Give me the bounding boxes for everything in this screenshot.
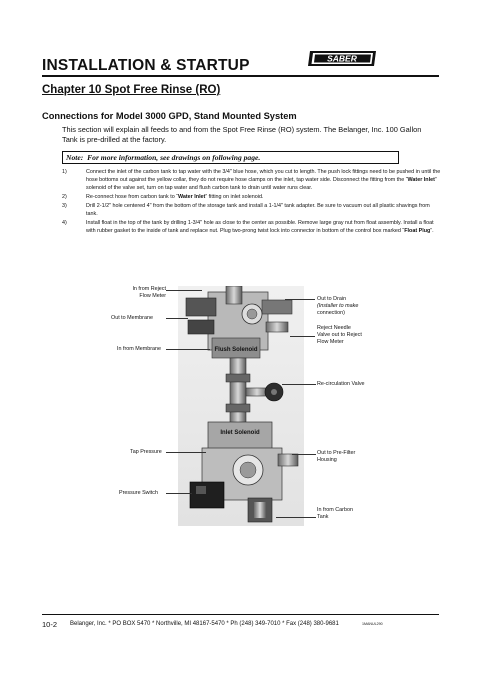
leader-line (166, 349, 210, 350)
logo-text: SABER (327, 53, 357, 64)
step-text: Connect the inlet of the carbon tank to tap water with the 3/4" blue hose, which you cut to length. The push lock fittings need to be pushed in until the hose bottoms out against the yellow collar, they do not require hose clamps on the inlet, tap water side. Disconnect the fitting from the “ (86, 169, 441, 183)
callout-in-from-reject: In from Reject Flow Meter (132, 286, 166, 299)
callout-reject-needle-valve: Reject Needle Valve out to Reject Flow Meter (317, 325, 362, 345)
inlet-solenoid-label: Inlet Solenoid (220, 430, 260, 436)
step-text: ” fitting on inlet solenoid. (205, 193, 264, 200)
callout-out-to-drain: Out to Drain (Installer to make connection) (317, 296, 359, 316)
leader-line (166, 452, 206, 453)
leader-line (290, 336, 315, 337)
callout-pressure-switch: Pressure Switch (119, 490, 158, 496)
steps-list (62, 169, 442, 237)
step-bold: Float Plug (404, 228, 431, 235)
section-title: Connections for Model 3000 GPD, Stand Mounted System (42, 111, 297, 121)
note-label: Note: (66, 153, 84, 162)
step-number: 1) (62, 169, 67, 175)
header-rule (42, 75, 439, 77)
leader-line (282, 384, 316, 385)
footer-contact-text: Belanger, Inc. * PO BOX 5470 * Northville, MI 48167-5470 * Ph (248) 349-7010 * Fax (248) 380-9681 (70, 621, 339, 627)
flush-solenoid-label: Flush Solenoid (214, 347, 258, 353)
leader-line (276, 517, 316, 518)
leader-line (285, 299, 315, 300)
footer-page-number: 10-2 (42, 620, 58, 629)
callout-tap-pressure: Tap Pressure (130, 449, 162, 455)
footer-manual-code: 1MANUL290 (362, 622, 383, 626)
step-text: Re-connect hose from carbon tank to “ (86, 193, 178, 200)
step-number: 2) (62, 193, 67, 200)
note-text: For more information, see drawings on following page. (87, 153, 261, 162)
page-header-title: INSTALLATION & STARTUP (42, 57, 250, 74)
callout-out-to-prefilter: Out to Pre-Filter Housing (317, 450, 356, 463)
list-item (62, 203, 442, 219)
step-bold: Water Inlet (178, 193, 206, 200)
step-text: Install float in the top of the tank by drilling 1-3/4" hole as close to the center as possible. Remove large gray nut from float assembly. Install a float with rubber gasket to the inside of tank and replace nut. Plug two-prong twist lock into connector in bottom of the control box marked “ (86, 220, 434, 235)
step-number: 4) (62, 220, 67, 227)
chapter-title: Chapter 10 Spot Free Rinse (RO) (42, 84, 221, 96)
note-box (62, 151, 399, 164)
footer-rule (42, 614, 439, 615)
step-bold: Water Inlet (407, 176, 435, 183)
callout-in-from-carbon-tank: In from Carbon Tank (317, 507, 353, 520)
step-text: Drill 2-1/2" hole centered 4" from the bottom of the storage tank and install a 1-1/4" tank adapter. Be sure to vacuum out all plastic shavings from tank. (86, 203, 430, 217)
callout-in-from-membrane: In from Membrane (117, 346, 162, 352)
step-text: ” solenoid of the valve set, turn on tap water and flush carbon tank to drain until water runs clear. (86, 176, 437, 191)
leader-line (292, 454, 316, 455)
callout-recirculation-valve: Re-circulation Valve (317, 381, 365, 387)
leader-line (166, 493, 192, 494)
step-text: ”. (430, 228, 434, 235)
list-item (62, 169, 442, 192)
leader-line (166, 290, 202, 291)
step-number: 3) (62, 203, 67, 210)
saber-logo (306, 50, 378, 67)
leader-line (166, 318, 188, 319)
intro-paragraph: This section will explain all feeds to and from the Spot Free Rinse (RO) system. The Belanger, Inc. 100 Gallon Tank is pre-drilled at the factory. (62, 125, 422, 144)
callout-out-to-membrane: Out to Membrane (111, 315, 153, 321)
list-item (62, 220, 442, 236)
list-item (62, 194, 442, 202)
valve-assembly-photo (178, 286, 304, 526)
